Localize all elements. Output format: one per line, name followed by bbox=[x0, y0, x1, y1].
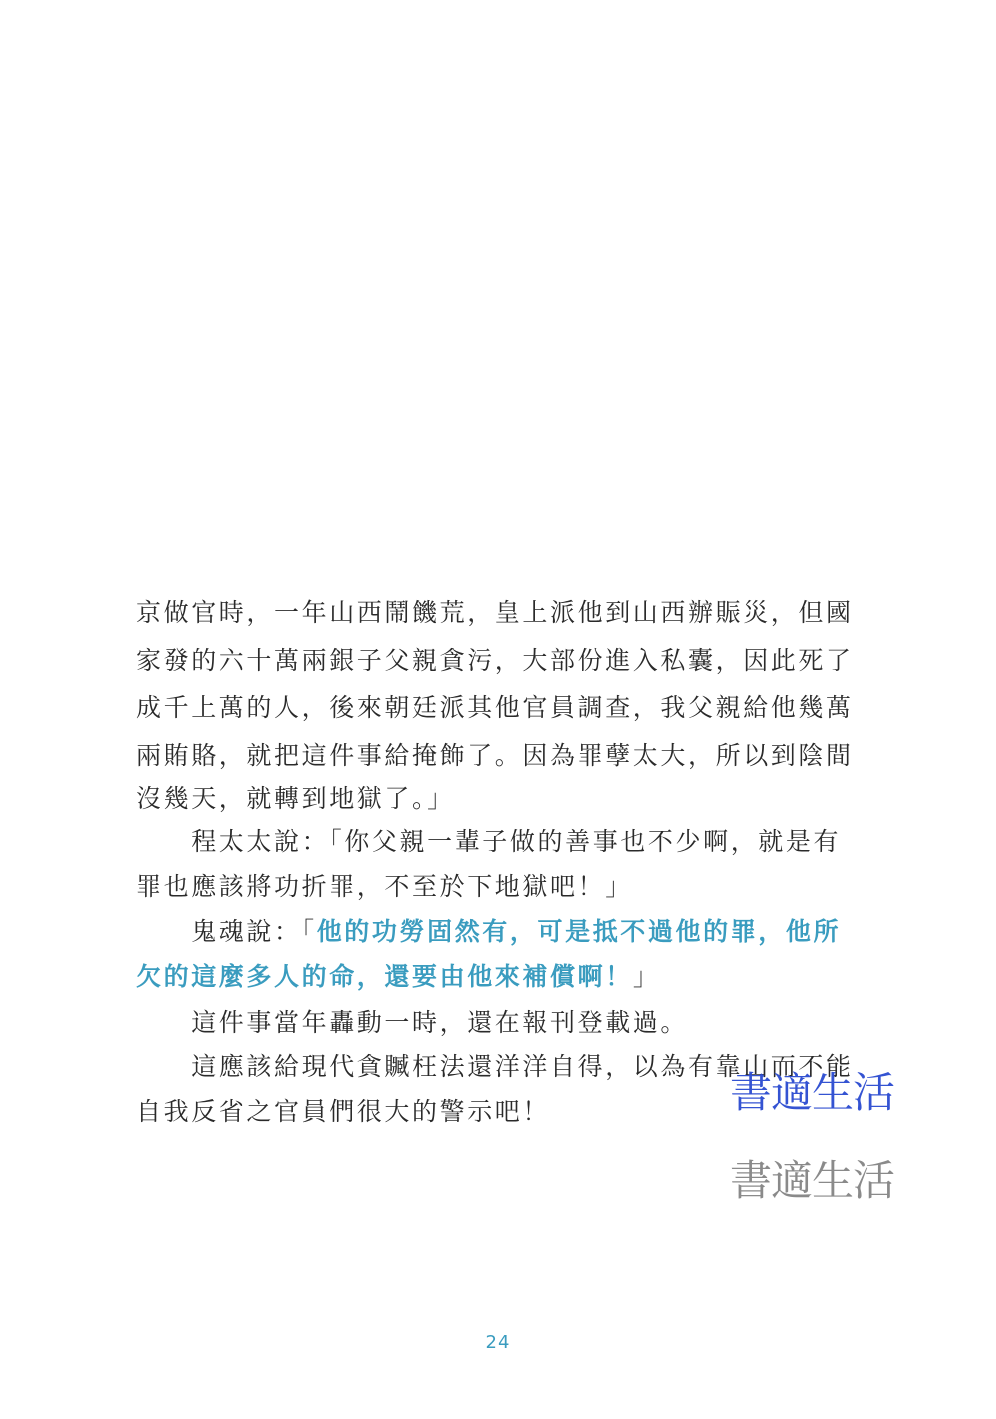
highlighted-quote-part-1: 他的功勞固然有，可是抵不過他的罪，他所 bbox=[316, 917, 842, 946]
body-line-5: 沒幾天，就轉到地獄了。」 bbox=[136, 784, 455, 813]
body-line-11: 這應該給現代貪贓枉法還洋洋自得，以為有靠山而不能 bbox=[136, 1052, 854, 1081]
page-number: 24 bbox=[485, 1332, 511, 1353]
body-line-8 bbox=[136, 916, 841, 948]
body-line-1: 京做官時，一年山西鬧饑荒，皇上派他到山西辦賑災，但國 bbox=[136, 598, 854, 627]
highlighted-quote-part-2: 欠的這麼多人的命，還要由他來補償啊！ bbox=[136, 962, 633, 991]
body-line-12: 自我反省之官員們很大的警示吧！ bbox=[136, 1097, 551, 1126]
watermark-gray: 書適生活 bbox=[730, 1156, 895, 1205]
body-line-10: 這件事當年轟動一時，還在報刊登載過。 bbox=[136, 1008, 689, 1037]
dialogue-intro: 鬼魂說：「 bbox=[136, 917, 317, 946]
watermark-blue: 書適生活 bbox=[730, 1068, 895, 1117]
body-line-2: 家發的六十萬兩銀子父親貪污，大部份進入私囊，因此死了 bbox=[136, 646, 854, 675]
body-line-3: 成千上萬的人，後來朝廷派其他官員調查，我父親給他幾萬 bbox=[136, 693, 854, 722]
body-line-7: 罪也應該將功折罪，不至於下地獄吧！」 bbox=[136, 872, 633, 901]
body-line-4: 兩賄賂，就把這件事給掩飾了。因為罪孽太大，所以到陰間 bbox=[136, 741, 854, 770]
body-line-9 bbox=[136, 961, 660, 993]
closing-quote-mark: 」 bbox=[632, 962, 661, 991]
body-line-6: 程太太說：「你父親一輩子做的善事也不少啊，就是有 bbox=[136, 827, 842, 856]
